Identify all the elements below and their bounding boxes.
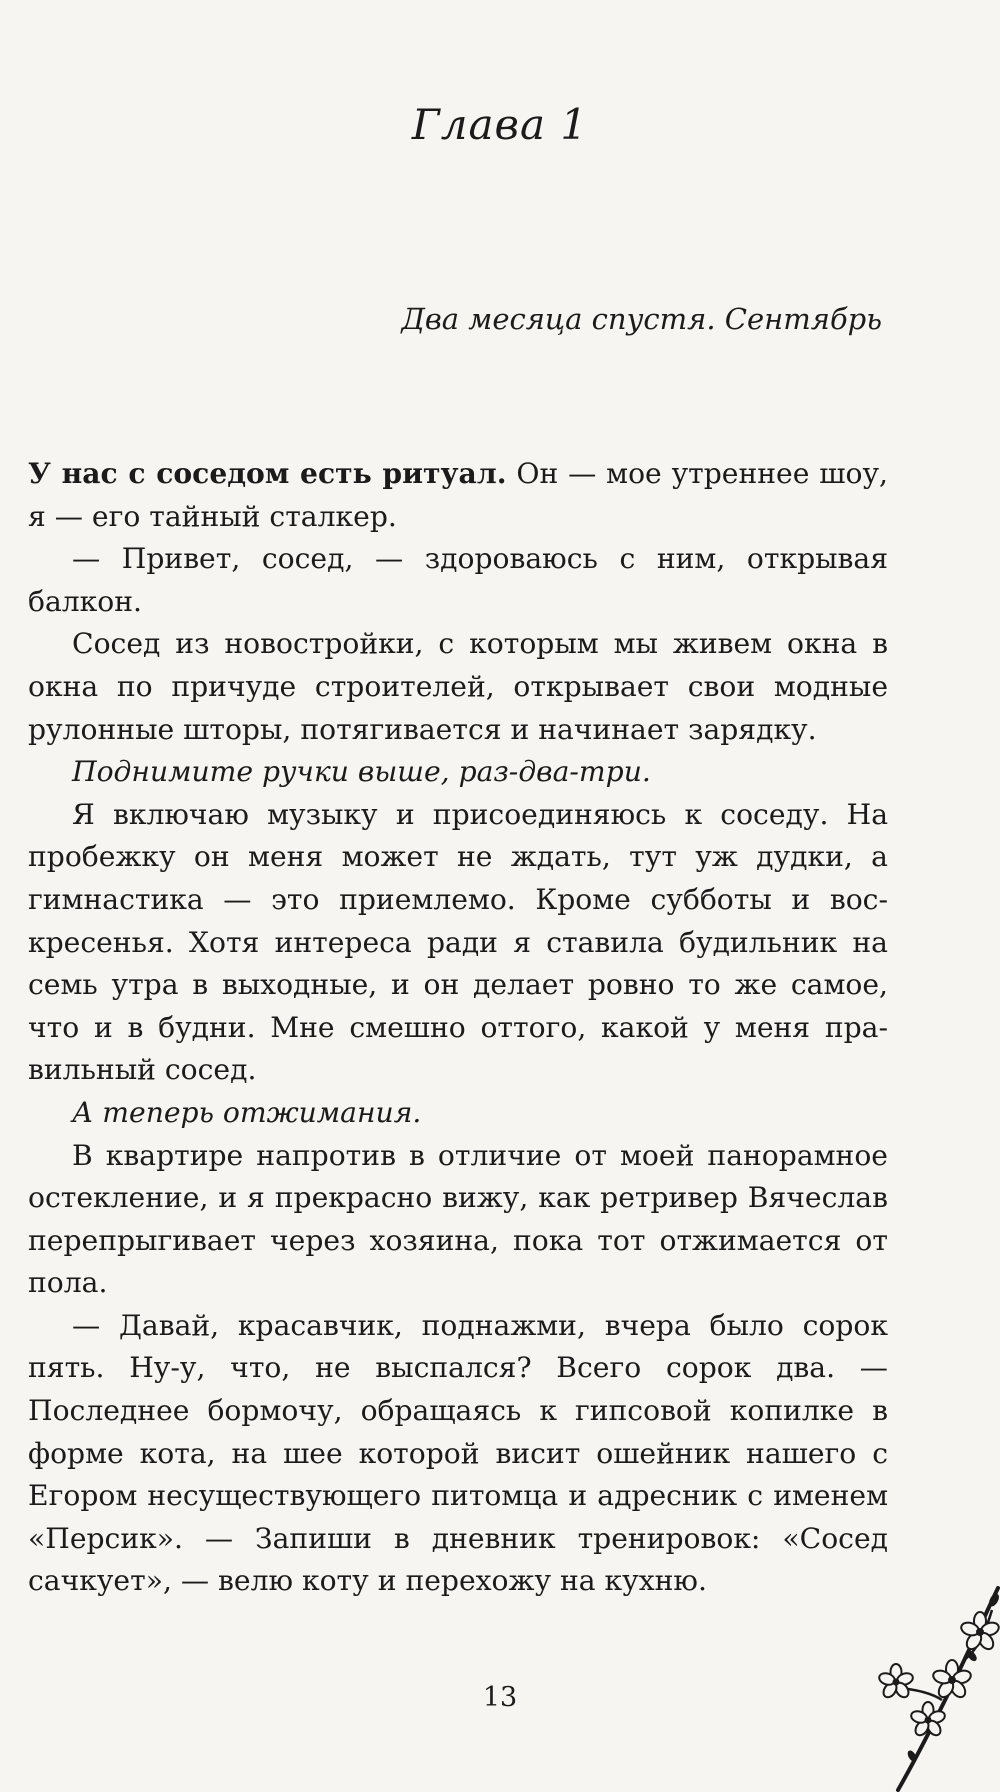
paragraph-3: Сосед из новостройки, с которым мы живем окна в окна по причуде строителей, открывает свои модные рулонные шторы, потягивается и начинает зарядку. bbox=[28, 627, 888, 746]
paragraph-1 bbox=[28, 453, 888, 538]
chapter-subtitle: Два месяца спустя. Сентябрь bbox=[401, 302, 882, 336]
chapter-title: Глава 1 bbox=[411, 100, 589, 149]
paragraph-2: — Привет, сосед, — здороваюсь с ним, открывая балкон. bbox=[28, 542, 888, 618]
cherry-blossom-branch-icon bbox=[868, 1570, 1000, 1792]
page-number: 13 bbox=[482, 1682, 518, 1713]
paragraph-8: — Давай, красавчик, поднажми, вчера было сорок пять. Ну-у, что, не выспался? Всего сорок два. — Последнее бормочу, обращаясь к гипсовой копилке в форме кота, на шее которой висит ошейник нашего с Егором несуществующего питомца и адресник с именем «Персик». — Запиши в дневник тренировок: «Сосед сачкует», — велю коту и перехожу на кухню. bbox=[28, 1308, 888, 1598]
paragraph-7: В квартире напротив в отличие от моей панорамное остекление, и я прекрасно вижу, как ретривер Вячеслав перепрыгивает через хозяина, пока тот отжимается от пола. bbox=[28, 1138, 888, 1300]
paragraph-6-italic: А теперь отжимания. bbox=[72, 1095, 422, 1129]
paragraph-5: Я включаю музыку и присоединяюсь к соседу. На пробежку он меня может не ждать, тут уж дудки, а гимнастика — это приемлемо. Кроме субботы и воскресенья. Хотя интереса ради я ставила будильник на семь утра в выходные, и он делает ровно то же самое, что и в будни. Мне смешно оттого, какой у меня правильный сосед. bbox=[28, 797, 888, 1087]
chapter-body bbox=[28, 453, 888, 1603]
paragraph-1-text: Он — мое утреннее шоу, я — его тайный сталкер. bbox=[28, 457, 888, 533]
paragraph-4-italic: Поднимите ручки выше, раз-два-три. bbox=[72, 755, 651, 789]
paragraph-1-lead: У нас с соседом есть ритуал. bbox=[28, 457, 507, 490]
